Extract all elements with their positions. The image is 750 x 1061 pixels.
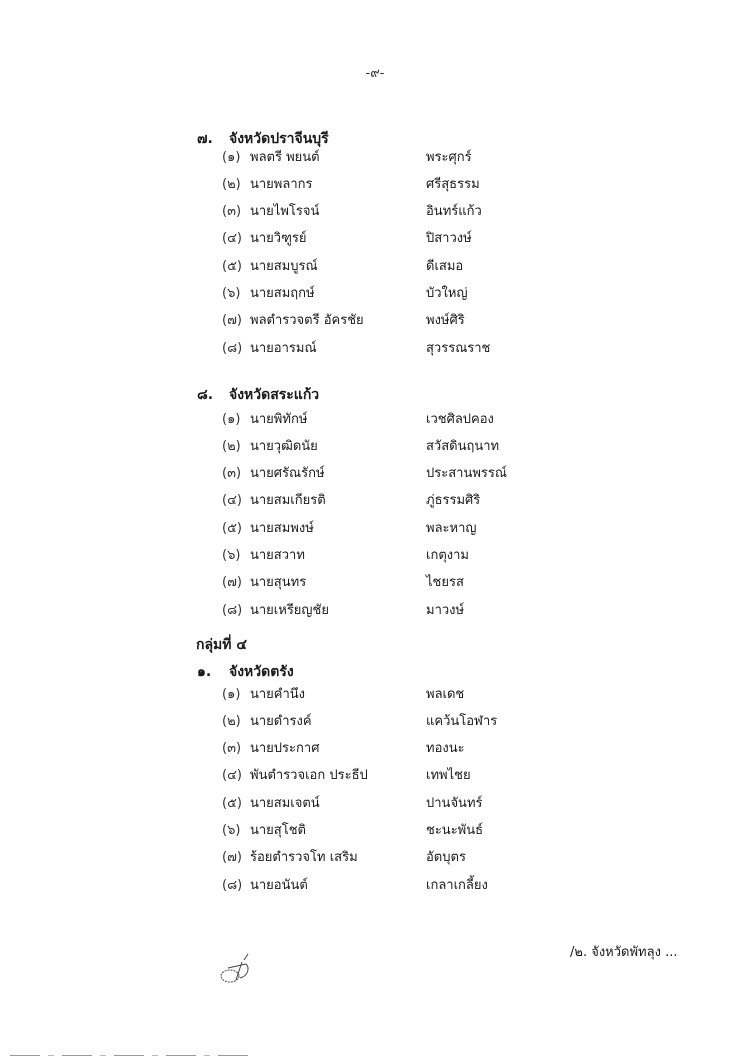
member-index: (๒) (222, 438, 241, 454)
member-index: (๒) (222, 176, 241, 192)
member-index: (๑) (222, 686, 241, 702)
member-row (222, 545, 552, 565)
member-row (222, 710, 552, 730)
member-name: นายไพโรจน์ (250, 204, 320, 220)
member-index: (๘) (222, 340, 243, 356)
section-title: จังหวัดปราจีนบุรี (229, 131, 329, 147)
member-index: (๕) (222, 520, 242, 536)
member-surname: ปานจันทร์ (426, 795, 483, 811)
member-index: (๓) (222, 466, 242, 482)
member-name: นายสุนทร (250, 575, 307, 591)
member-name: นายสุโชติ (250, 823, 306, 838)
member-surname: เกตุงาม (426, 548, 469, 563)
member-index: (๖) (222, 286, 241, 301)
group-heading: กลุ่มที่ ๔ (196, 637, 247, 653)
member-name: นายคำนึง (250, 686, 306, 702)
member-name: พันตำรวจเอก ประธีป (250, 768, 368, 784)
member-surname: อินทร์แก้ว (426, 204, 482, 220)
signature-icon (218, 950, 258, 986)
member-row (222, 874, 552, 894)
continuation-note: /๒. จังหวัดพัทลุง ... (570, 945, 678, 960)
member-index: (๕) (222, 795, 242, 811)
member-surname: พลเดช (426, 686, 465, 702)
member-row (222, 255, 552, 275)
member-name: นายประกาศ (250, 741, 320, 757)
member-row (222, 683, 552, 703)
member-name: นายวุฒิดนัย (250, 438, 318, 454)
member-row (222, 337, 552, 357)
page-number: -๙- (365, 66, 385, 81)
member-row (222, 463, 552, 483)
member-row (222, 599, 552, 619)
member-surname: บัวใหญ่ (426, 286, 468, 301)
member-surname: สุวรรณราช (426, 340, 491, 356)
member-surname: พงษ์ศิริ (426, 313, 465, 329)
member-index: (๖) (222, 548, 241, 563)
member-row (222, 283, 552, 303)
member-surname: ปิสาวงษ์ (426, 231, 472, 247)
section-number: ๑. (197, 664, 212, 680)
member-name: นายศรัณรักษ์ (250, 466, 325, 482)
member-name: นายวิฑูรย์ (250, 231, 307, 247)
member-surname: อัตบุตร (426, 850, 466, 866)
member-row (222, 173, 552, 193)
section-heading-trang (197, 661, 294, 683)
member-surname: เทพไชย (426, 768, 471, 784)
section-number: ๗. (197, 131, 213, 147)
member-index: (๘) (222, 602, 243, 618)
member-surname: แคว้นโอฬาร (426, 713, 498, 729)
member-surname: พระศุกร์ (426, 149, 472, 165)
member-index: (๓) (222, 204, 242, 220)
member-row (222, 765, 552, 785)
member-index: (๒) (222, 713, 241, 729)
member-index: (๗) (222, 575, 242, 591)
member-index: (๕) (222, 258, 242, 274)
member-name: นายสมฤกษ์ (250, 286, 315, 301)
member-row (222, 201, 552, 221)
member-row (222, 435, 552, 455)
member-row (222, 517, 552, 537)
member-name: ร้อยตำรวจโท เสริม (250, 850, 358, 866)
member-surname: เวชศิลปคอง (426, 411, 494, 427)
member-name: พลตรี พยนต์ (250, 149, 320, 165)
member-row (222, 228, 552, 248)
member-index: (๑) (222, 149, 241, 165)
member-name: นายดำรงค์ (250, 713, 312, 729)
member-surname: ชะนะพันธ์ (426, 823, 484, 838)
member-row (222, 738, 552, 758)
member-row (222, 310, 552, 330)
member-name: นายพิทักษ์ (250, 411, 308, 427)
member-name: นายสมบูรณ์ (250, 258, 318, 274)
member-index: (๗) (222, 313, 242, 329)
member-index: (๔) (222, 493, 242, 509)
member-surname: ภู่ธรรมศิริ (426, 493, 481, 509)
member-name: นายสมพงษ์ (250, 520, 314, 536)
member-name: นายสวาท (250, 548, 305, 563)
member-row (222, 408, 552, 428)
member-row (222, 847, 552, 867)
member-name: นายสมเกียรติ (250, 493, 326, 509)
member-surname: ดีเสมอ (426, 258, 464, 274)
member-index: (๗) (222, 850, 242, 866)
member-surname: เกลาเกลี้ยง (426, 877, 488, 893)
member-row (222, 572, 552, 592)
member-name: นายพลากร (250, 176, 313, 192)
member-surname: ศรีสุธรรม (426, 176, 480, 192)
section-title: จังหวัดสระแก้ว (229, 387, 320, 403)
scan-artifact-line (10, 1055, 250, 1056)
member-row (222, 792, 552, 812)
section-title: จังหวัดตรัง (229, 664, 294, 680)
member-surname: มาวงษ์ (426, 602, 465, 618)
member-row (222, 146, 552, 166)
member-surname: พละหาญ (426, 520, 477, 536)
member-row (222, 490, 552, 510)
member-name: นายอารมณ์ (250, 340, 317, 356)
member-name: นายสมเจตน์ (250, 795, 320, 811)
member-surname: ไชยรส (426, 575, 464, 591)
member-index: (๓) (222, 741, 242, 757)
member-name: พลตำรวจตรี อัครชัย (250, 313, 364, 329)
member-index: (๖) (222, 823, 241, 838)
member-name: นายเหรียญชัย (250, 602, 329, 618)
member-index: (๘) (222, 877, 243, 893)
member-index: (๔) (222, 231, 242, 247)
member-row (222, 820, 552, 840)
member-surname: ทองนะ (426, 741, 465, 757)
member-name: นายอนันต์ (250, 877, 308, 893)
member-surname: ประสานพรรณ์ (426, 466, 507, 482)
member-index: (๑) (222, 411, 241, 427)
member-surname: สวัสดินฤนาท (426, 438, 500, 454)
section-number: ๘. (197, 387, 214, 403)
section-heading-sakaeo (197, 384, 319, 406)
member-index: (๔) (222, 768, 242, 784)
